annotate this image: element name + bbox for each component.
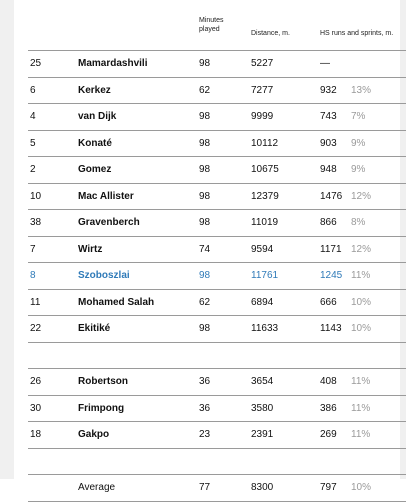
minutes-played-value: 23 xyxy=(199,429,211,440)
hs-percent-value: 11% xyxy=(351,376,371,387)
player-name: Frimpong xyxy=(78,402,125,414)
minutes-played-value: 36 xyxy=(199,376,211,387)
table-spacer-row xyxy=(28,342,406,369)
hs-runs-value: 269 xyxy=(320,429,337,440)
table-row xyxy=(28,209,406,236)
table-row xyxy=(28,50,406,77)
player-number: 38 xyxy=(30,217,42,228)
player-number: 30 xyxy=(30,402,42,414)
hs-runs-value: 797 xyxy=(320,482,337,493)
player-name: van Dijk xyxy=(78,111,117,122)
player-name: Mohamed Salah xyxy=(78,296,155,308)
hs-runs-value: 932 xyxy=(320,84,337,96)
minutes-played-value: 98 xyxy=(199,111,211,122)
player-number: 11 xyxy=(30,296,41,308)
player-name: Average xyxy=(78,482,116,493)
hs-runs-value: 948 xyxy=(320,164,337,175)
hs-percent-value: 10% xyxy=(351,482,372,493)
player-number: 6 xyxy=(30,84,36,96)
hs-runs-value: 666 xyxy=(320,296,337,308)
table-bottom-rule xyxy=(28,501,406,502)
distance-value: 9594 xyxy=(251,243,274,255)
table-row xyxy=(28,130,406,157)
minutes-played-value: 98 xyxy=(199,58,211,69)
hs-runs-value: 1245 xyxy=(320,270,343,281)
table-row xyxy=(28,315,406,342)
hs-percent-value: 11% xyxy=(351,402,371,414)
hs-runs-value: 386 xyxy=(320,402,337,414)
hs-percent-value: 12% xyxy=(351,243,372,255)
table-row xyxy=(28,77,406,104)
player-number: 26 xyxy=(30,376,42,387)
hs-runs-value: 408 xyxy=(320,376,337,387)
header-minutes-played: Minutes played xyxy=(199,17,224,33)
minutes-played-value: 98 xyxy=(199,164,211,175)
hs-percent-value: 7% xyxy=(351,111,366,122)
table-row xyxy=(28,368,406,395)
hs-percent-value: 12% xyxy=(351,190,372,202)
player-number: 7 xyxy=(30,243,36,255)
hs-percent-value: 11% xyxy=(351,270,371,281)
minutes-played-value: 98 xyxy=(199,217,211,228)
distance-value: 5227 xyxy=(251,58,274,69)
distance-value: 10675 xyxy=(251,164,279,175)
hs-percent-value: 10% xyxy=(351,296,372,308)
hs-percent-value: 13% xyxy=(351,84,372,96)
distance-value: 3580 xyxy=(251,402,274,414)
player-number: 2 xyxy=(30,164,36,175)
hs-runs-value: 1143 xyxy=(320,323,342,334)
distance-value: 7277 xyxy=(251,84,274,96)
hs-runs-value: 903 xyxy=(320,137,337,149)
average-row xyxy=(28,474,406,501)
minutes-played-value: 74 xyxy=(199,243,211,255)
player-name: Robertson xyxy=(78,376,128,387)
player-name: Gravenberch xyxy=(78,217,140,228)
distance-value: 12379 xyxy=(251,190,279,202)
player-name: Ekitiké xyxy=(78,323,111,334)
hs-percent-value: 10% xyxy=(351,323,372,334)
minutes-played-value: 98 xyxy=(199,137,211,149)
distance-value: 6894 xyxy=(251,296,274,308)
table-row xyxy=(28,395,406,422)
player-name: Wirtz xyxy=(78,243,103,255)
player-name: Gakpo xyxy=(78,429,110,440)
minutes-played-value: 98 xyxy=(199,270,211,281)
header-hs-runs: HS runs and sprints, m. xyxy=(320,30,394,37)
left-margin-strip xyxy=(0,0,14,479)
player-number: 4 xyxy=(30,111,36,122)
distance-value: 3654 xyxy=(251,376,274,387)
table-spacer-row xyxy=(28,448,406,475)
hs-runs-value: 1171 xyxy=(320,243,342,255)
table-row xyxy=(28,262,406,289)
stats-table-body xyxy=(28,50,406,502)
player-name: Gomez xyxy=(78,164,112,175)
table-row xyxy=(28,236,406,263)
distance-value: 10112 xyxy=(251,137,279,149)
minutes-played-value: 77 xyxy=(199,482,211,493)
player-name: Szoboszlai xyxy=(78,270,130,281)
player-number: 8 xyxy=(30,270,36,281)
player-number: 18 xyxy=(30,429,42,440)
distance-value: 11633 xyxy=(251,323,279,334)
player-name: Mamardashvili xyxy=(78,58,148,69)
table-row xyxy=(28,421,406,448)
minutes-played-value: 98 xyxy=(199,190,211,202)
table-row xyxy=(28,103,406,130)
player-name: Konaté xyxy=(78,137,112,149)
minutes-played-value: 62 xyxy=(199,296,211,308)
distance-value: 11761 xyxy=(251,270,279,281)
hs-percent-value: 11% xyxy=(351,429,371,440)
hs-runs-value: 743 xyxy=(320,111,337,122)
table-row xyxy=(28,156,406,183)
table-row xyxy=(28,289,406,316)
player-number: 5 xyxy=(30,137,36,149)
distance-value: 8300 xyxy=(251,482,274,493)
player-number: 22 xyxy=(30,323,42,334)
hs-runs-value: — xyxy=(320,58,330,69)
minutes-played-value: 62 xyxy=(199,84,211,96)
player-name: Kerkez xyxy=(78,84,111,96)
hs-runs-value: 866 xyxy=(320,217,337,228)
minutes-played-value: 36 xyxy=(199,402,211,414)
player-name: Mac Allister xyxy=(78,190,134,202)
distance-value: 9999 xyxy=(251,111,274,122)
hs-percent-value: 9% xyxy=(351,164,366,175)
player-number: 10 xyxy=(30,190,42,202)
hs-percent-value: 8% xyxy=(351,217,366,228)
distance-value: 11019 xyxy=(251,217,279,228)
hs-percent-value: 9% xyxy=(351,137,366,149)
header-distance: Distance, m. xyxy=(251,30,290,37)
table-row xyxy=(28,183,406,210)
player-number: 25 xyxy=(30,58,42,69)
distance-value: 2391 xyxy=(251,429,274,440)
hs-runs-value: 1476 xyxy=(320,190,343,202)
minutes-played-value: 98 xyxy=(199,323,211,334)
